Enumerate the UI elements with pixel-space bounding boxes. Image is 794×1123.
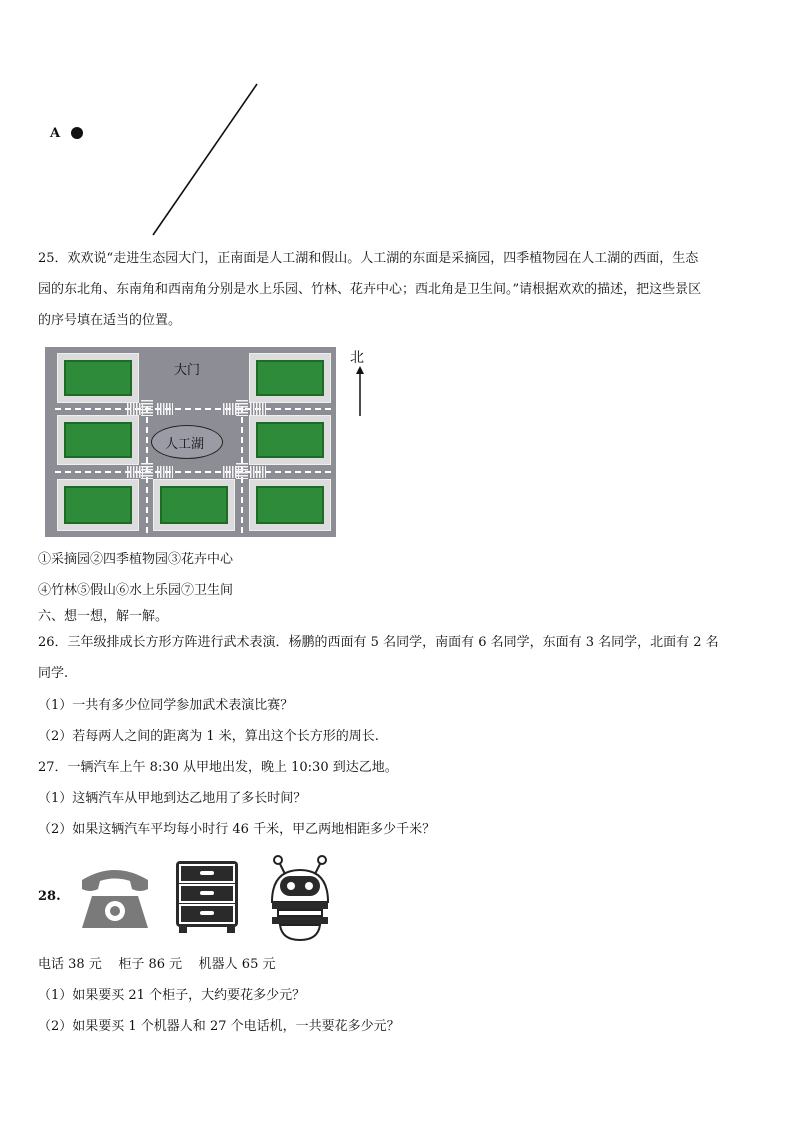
map-block-w — [57, 415, 139, 465]
crosswalk — [157, 466, 173, 478]
section-6-title: 六、想一想，解一解。 — [38, 609, 169, 624]
road-h-2 — [55, 471, 331, 473]
q25-line-2: 园的东北角、东南角和西南角分别是水上乐园、竹林、花卉中心；西北角是卫生间。”请根据欢欢的描述，把这些景区 — [38, 282, 702, 297]
map-block-nw — [57, 353, 139, 403]
crosswalk — [127, 403, 143, 415]
q28-prices: 电话 38 元 柜子 86 元 机器人 65 元 — [38, 957, 276, 972]
q26-sub-2: （2）若每两人之间的距离为 1 米，算出这个长方形的周长. — [38, 729, 379, 744]
line-segment — [153, 84, 257, 235]
eco-park-map — [45, 347, 336, 537]
map-block-e — [249, 415, 331, 465]
crosswalk — [223, 403, 239, 415]
q25-line-3: 的序号填在适当的位置。 — [38, 313, 182, 328]
map-block-sw — [57, 479, 139, 531]
figure-24-drawing — [60, 80, 270, 240]
road-h-1 — [55, 408, 331, 410]
map-block-se — [249, 479, 331, 531]
q25-line-1: 25．欢欢说“走进生态园大门，正南面是人工湖和假山。人工湖的东面是采摘园，四季植物园在人工湖的西面，生态 — [38, 251, 699, 266]
point-a-label: A — [50, 126, 61, 141]
q27-sub-1: （1）这辆汽车从甲地到达乙地用了多长时间？ — [38, 791, 307, 806]
q26-line-2: 同学. — [38, 666, 69, 681]
map-gate-label: 大门 — [174, 363, 201, 378]
crosswalk — [127, 466, 143, 478]
crosswalk — [157, 403, 173, 415]
cabinet-icon — [175, 860, 239, 934]
crosswalk — [223, 466, 239, 478]
crosswalk — [250, 403, 266, 415]
q28-sub-1: （1）如果要买 21 个柜子，大约要花多少元？ — [38, 988, 306, 1003]
map-block-s — [153, 479, 235, 531]
q28-sub-2: （2）如果要买 1 个机器人和 27 个电话机，一共要花多少元？ — [38, 1019, 400, 1034]
robot-icon — [268, 852, 332, 942]
map-block-ne — [249, 353, 331, 403]
north-label: 北 — [350, 350, 364, 366]
q27-sub-2: （2）如果这辆汽车平均每小时行 46 千米，甲乙两地相距多少千米？ — [38, 822, 436, 837]
telephone-icon — [78, 862, 152, 932]
map-lake-label: 人工湖 — [165, 437, 205, 452]
north-arrow-icon — [354, 366, 366, 418]
q25-legend-1: ①采摘园②四季植物园③花卉中心 — [38, 552, 234, 567]
q25-legend-2: ④竹林⑤假山⑥水上乐园⑦卫生间 — [38, 583, 234, 598]
q26-line-1: 26．三年级排成长方形方阵进行武术表演．杨鹏的西面有 5 名同学，南面有 6 名同学，东面有 3 名同学，北面有 2 名 — [38, 635, 719, 650]
point-a-dot — [71, 127, 83, 139]
q26-sub-1: （1）一共有多少位同学参加武术表演比赛？ — [38, 698, 294, 713]
crosswalk — [250, 466, 266, 478]
q27-line: 27．一辆汽车上午 8:30 从甲地出发，晚上 10:30 到达乙地。 — [38, 760, 398, 775]
q28-number: 28. — [38, 889, 61, 904]
